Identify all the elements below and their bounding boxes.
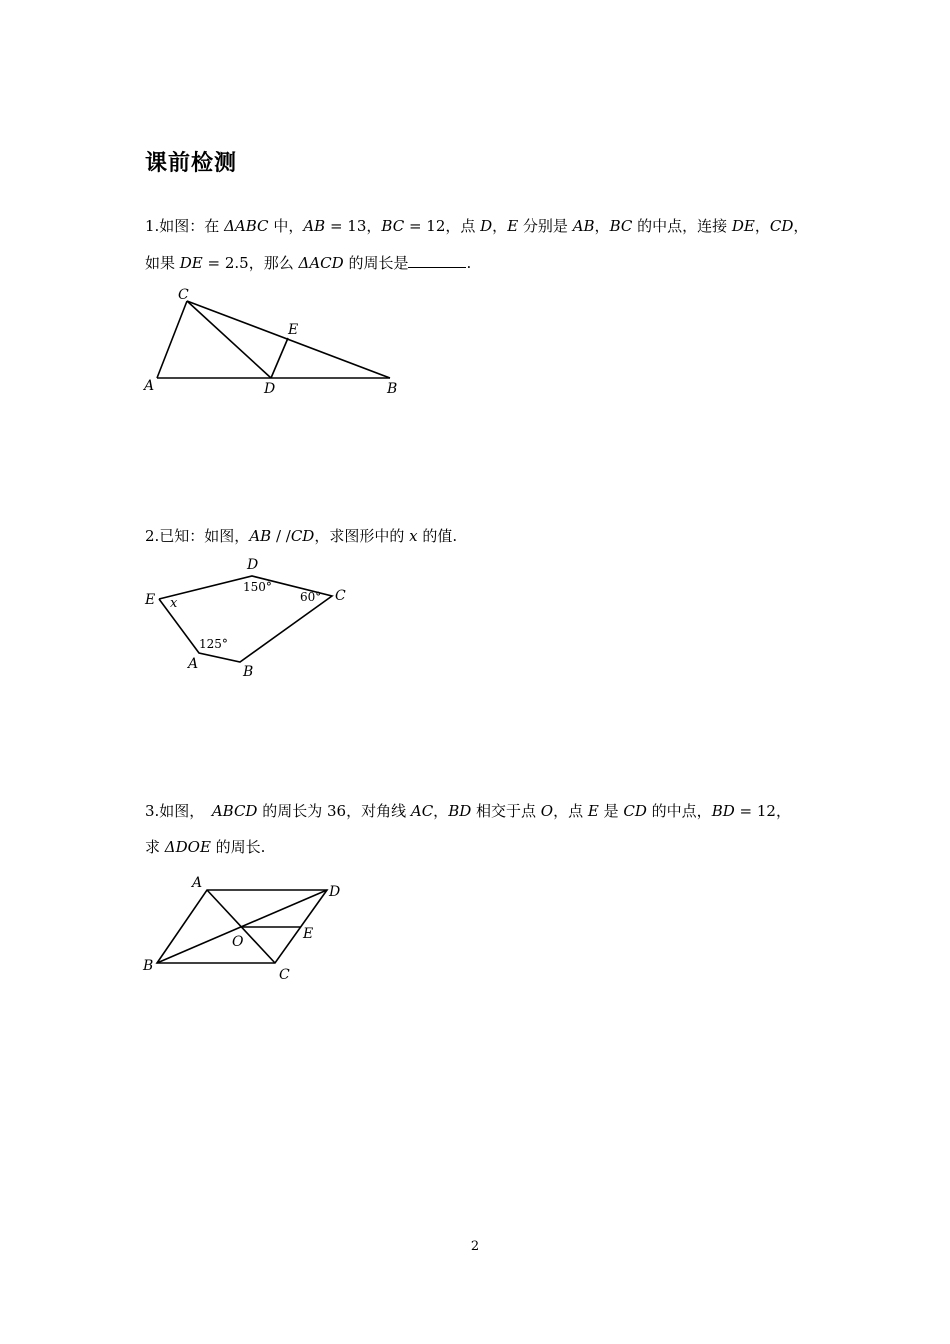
segment-cb: [187, 301, 390, 378]
angle-d-label: 150°: [243, 580, 272, 594]
label-O: O: [232, 934, 244, 950]
q2-pentagon-figure: [135, 552, 365, 687]
label-B: B: [143, 958, 154, 974]
label-C: C: [178, 287, 189, 303]
q1-triangle-figure: [130, 280, 420, 405]
q3-text-line1: 3.如图， ABCD 的周长为 36，对角线 AC，BD 相交于点 O，点 E 是 CD 的中点，BD = 12，: [145, 802, 791, 820]
label-B: B: [243, 664, 254, 680]
label-D: D: [264, 381, 276, 397]
q3-text-line2: 求 ΔDOE 的周长.: [145, 838, 266, 856]
angle-a-label: 125°: [199, 637, 228, 651]
label-D: D: [329, 884, 341, 900]
label-C: C: [335, 588, 346, 604]
label-B: B: [387, 381, 398, 397]
segment-de: [271, 338, 288, 378]
label-C: C: [279, 967, 290, 983]
angle-c-label: 60°: [300, 590, 322, 604]
label-A: A: [188, 656, 199, 672]
section-heading: 课前检测: [145, 151, 238, 176]
answer-blank[interactable]: [408, 253, 466, 268]
label-E: E: [288, 322, 299, 338]
q3-parallelogram-figure: [135, 870, 365, 985]
label-D: D: [247, 557, 259, 573]
segment-ac: [157, 301, 187, 378]
label-x: x: [170, 596, 178, 611]
q1-text-line2: 如果 DE = 2.5，那么 ΔACD 的周长是 .: [145, 254, 472, 272]
segment-cd: [187, 301, 271, 378]
page-number: 2: [470, 1239, 480, 1254]
label-E: E: [145, 592, 156, 608]
q2-text: 2.已知：如图，AB / /CD，求图形中的 x 的值.: [145, 527, 458, 545]
label-A: A: [144, 378, 155, 394]
q1-text-line1: 1.如图：在 ΔABC 中，AB = 13，BC = 12，点 D，E 分别是 AB，BC 的中点，连接 DE，CD，: [145, 217, 809, 235]
label-E: E: [303, 926, 314, 942]
label-A: A: [192, 875, 203, 891]
